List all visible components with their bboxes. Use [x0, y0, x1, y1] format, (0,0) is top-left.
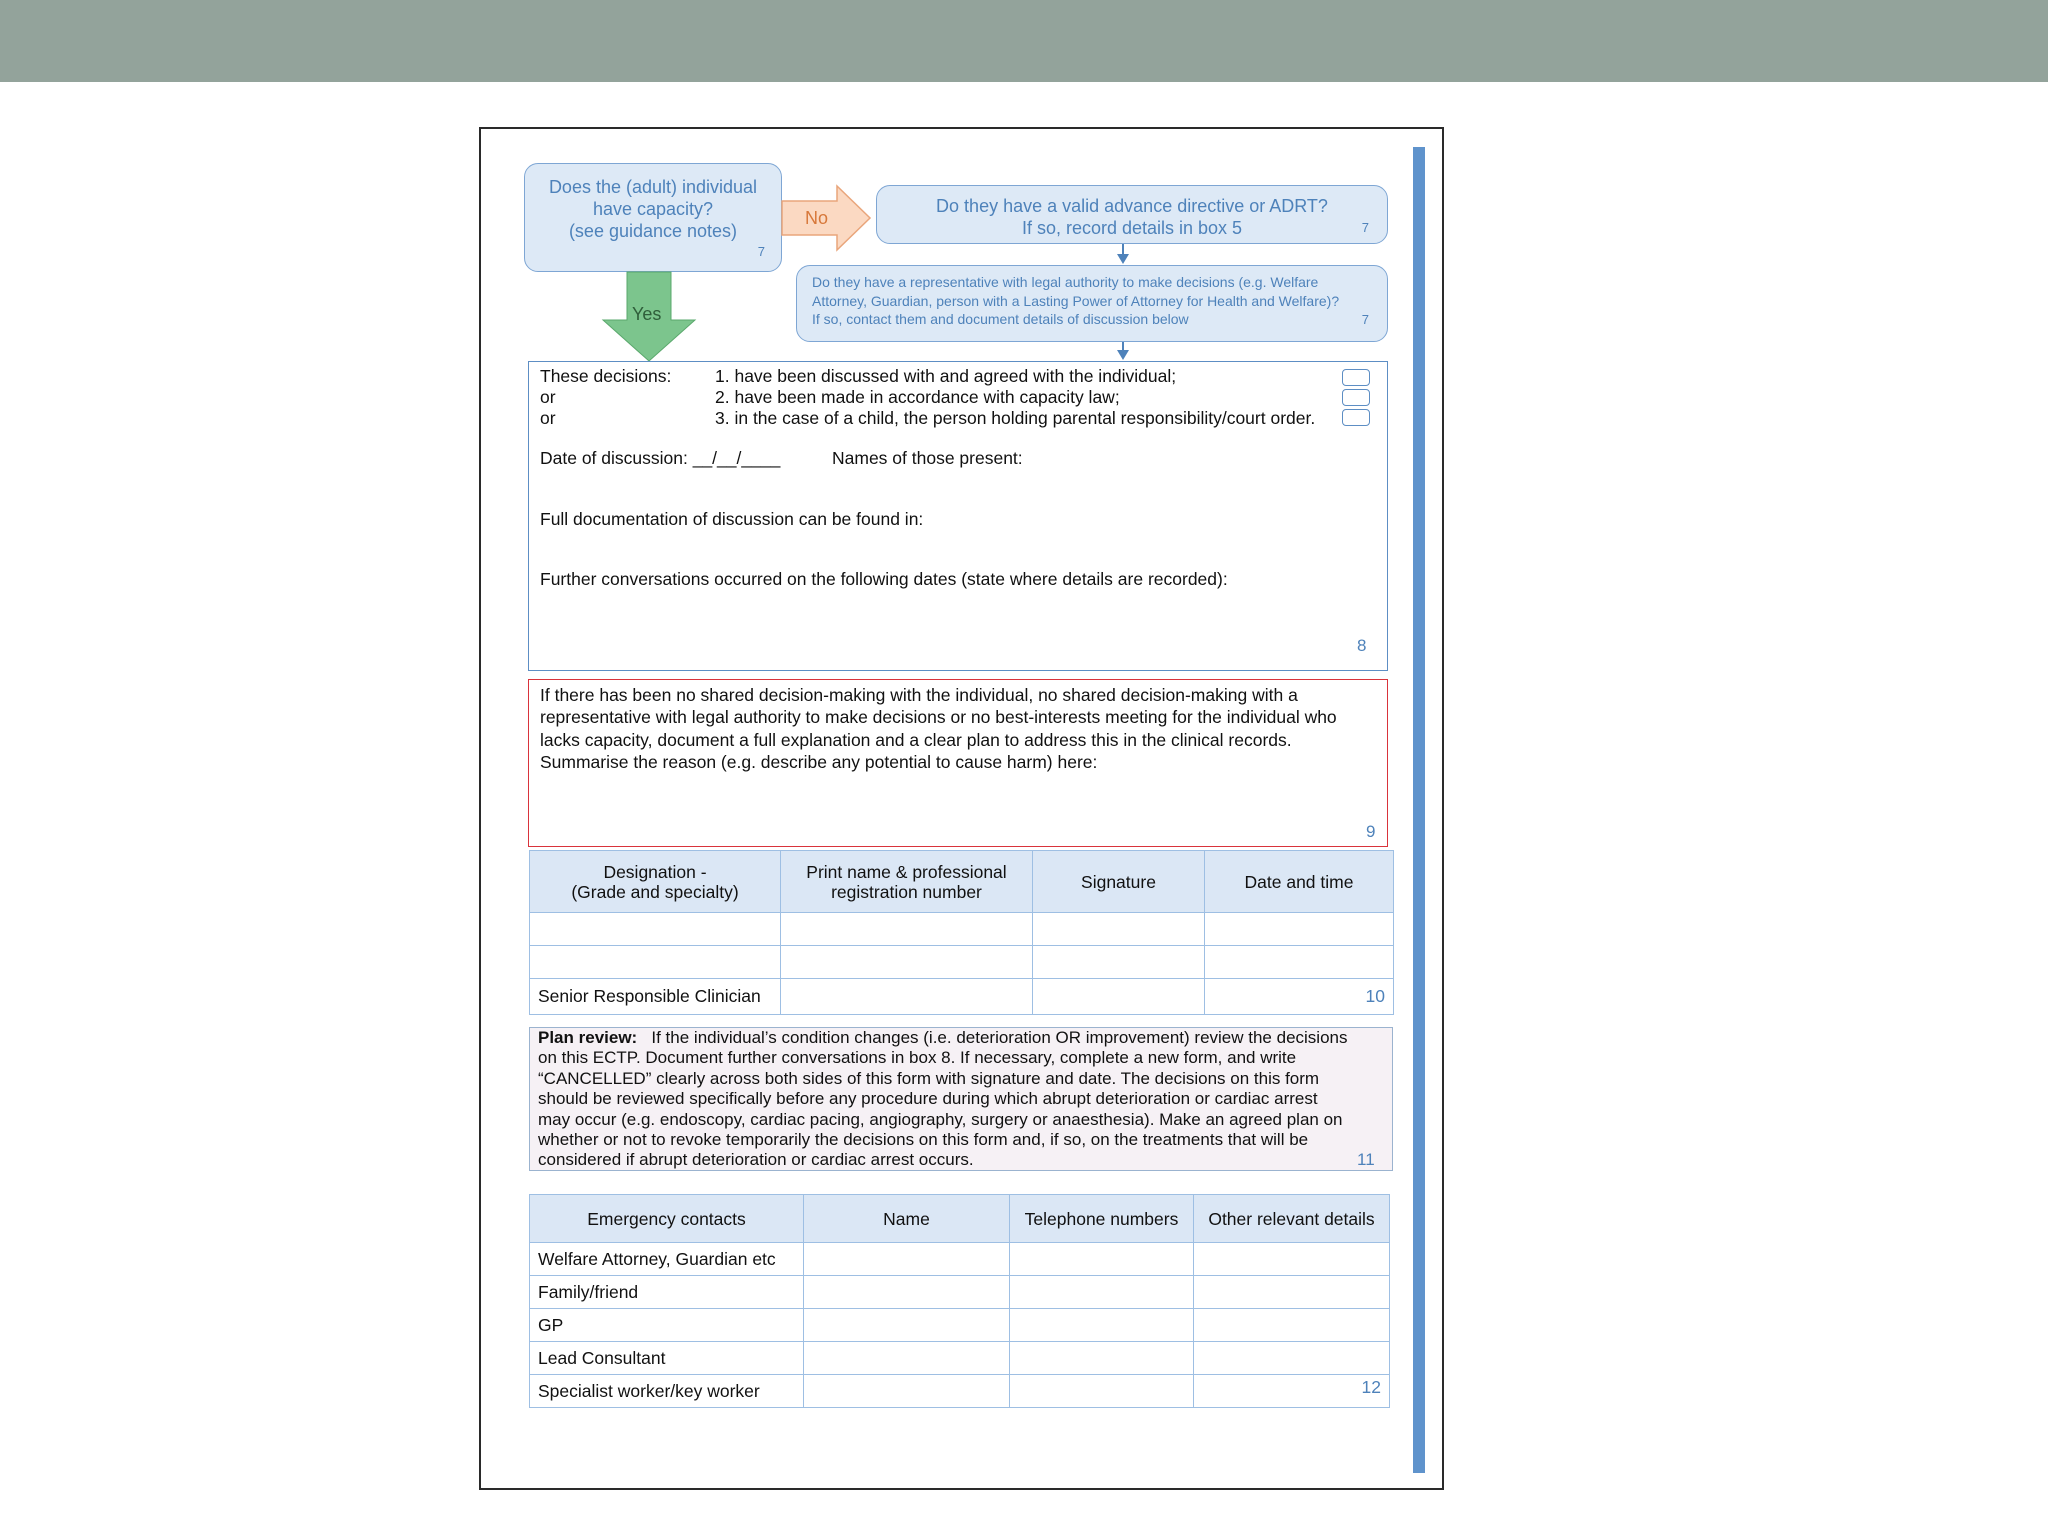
header-line: (Grade and specialty)	[571, 881, 739, 902]
representative-question-box	[796, 265, 1388, 342]
date-of-discussion-field[interactable]: Date of discussion: __/__/____	[540, 448, 781, 468]
text-line: should be reviewed specifically before any procedure during which abrupt deterioration or cardiac arrest	[538, 1089, 1318, 1109]
table-cell[interactable]	[1010, 1243, 1194, 1276]
capacity-question-line: (see guidance notes)	[568, 221, 738, 241]
table-cell[interactable]	[1033, 946, 1205, 979]
text-line: If the individual’s condition changes (i.e. deterioration OR improvement) review the decisions	[651, 1028, 1348, 1047]
box-number: 7	[757, 244, 765, 259]
capacity-question-box	[524, 163, 782, 272]
box-number: 12	[1194, 1375, 1390, 1408]
table-cell[interactable]	[781, 979, 1033, 1015]
table-cell[interactable]	[530, 946, 781, 979]
table-cell[interactable]	[1194, 1309, 1390, 1342]
text-line: considered if abrupt deterioration or cardiac arrest occurs.	[538, 1150, 974, 1170]
decision-checkbox-2[interactable]	[1342, 389, 1370, 406]
table-cell[interactable]	[1205, 946, 1394, 979]
table-row	[530, 1309, 1390, 1342]
decisions-prefix: These decisions:	[540, 366, 672, 386]
table-cell[interactable]	[804, 1309, 1010, 1342]
column-header: Emergency contacts	[530, 1195, 804, 1243]
signatures-table	[529, 850, 1394, 1015]
table-cell[interactable]	[804, 1375, 1010, 1408]
decision-checkbox-1[interactable]	[1342, 369, 1370, 386]
capacity-question-line: have capacity?	[592, 199, 714, 219]
table-row	[530, 1375, 1390, 1408]
emergency-contacts-table	[529, 1194, 1390, 1408]
table-cell[interactable]	[781, 946, 1033, 979]
header-bar	[0, 0, 2048, 82]
representative-question-line: If so, contact them and document details of discussion below	[812, 311, 1189, 327]
header-line: Signature	[1081, 871, 1156, 892]
full-documentation-field[interactable]: Full documentation of discussion can be found in:	[540, 509, 924, 529]
down-arrow-icon	[1116, 244, 1130, 266]
representative-question-line: Do they have a representative with legal authority to make decisions (e.g. Welfare	[812, 274, 1319, 290]
text-line: whether or not to revoke temporarily the decisions on this form and, if so, on the treatments that will be	[538, 1130, 1309, 1150]
text-line: may occur (e.g. endoscopy, cardiac pacing, angiography, surgery or anaesthesia). Make an agreed plan on	[538, 1109, 1343, 1129]
table-cell[interactable]	[1010, 1309, 1194, 1342]
plan-review-text	[538, 1028, 1348, 1171]
table-cell[interactable]	[1010, 1375, 1194, 1408]
column-header: Name	[804, 1195, 1010, 1243]
row-label: Specialist worker/key worker	[530, 1375, 804, 1408]
text-line: If there has been no shared decision-making with the individual, no shared decision-making with a	[540, 685, 1298, 705]
names-present-field[interactable]: Names of those present:	[832, 448, 1023, 468]
row-label: Family/friend	[530, 1276, 804, 1309]
column-header: Telephone numbers	[1010, 1195, 1194, 1243]
decision-checkbox-3[interactable]	[1342, 409, 1370, 426]
decisions-prefix: or	[540, 408, 556, 428]
table-cell[interactable]	[1205, 913, 1394, 946]
table-cell[interactable]	[1033, 913, 1205, 946]
box-number: 8	[1357, 636, 1367, 655]
decision-option: 3. in the case of a child, the person holding parental responsibility/court order.	[715, 408, 1316, 428]
box-number: 7	[1361, 220, 1369, 235]
table-row	[530, 946, 1394, 979]
table-row	[530, 1243, 1390, 1276]
column-header	[781, 851, 1033, 913]
table-cell[interactable]	[1033, 979, 1205, 1015]
table-row	[530, 913, 1394, 946]
table-cell[interactable]	[1194, 1243, 1390, 1276]
adrt-question-line: If so, record details in box 5	[1021, 218, 1243, 238]
header-line: registration number	[831, 881, 982, 902]
table-cell[interactable]	[530, 913, 781, 946]
no-shared-decision-text	[540, 684, 1337, 773]
text-line: on this ECTP. Document further conversations in box 8. If necessary, complete a new form, and write	[538, 1048, 1297, 1068]
row-label: GP	[530, 1309, 804, 1342]
row-label: Senior Responsible Clinician	[530, 979, 781, 1015]
plan-review-title: Plan review:	[538, 1028, 638, 1047]
table-cell[interactable]	[1194, 1342, 1390, 1375]
decisions-prefix: or	[540, 387, 556, 407]
column-header	[530, 851, 781, 913]
box-number: 9	[1366, 822, 1376, 841]
table-cell[interactable]	[804, 1243, 1010, 1276]
box-number: 10	[1205, 979, 1394, 1015]
text-line: representative with legal authority to make decisions or no best-interests meeting for the individual who	[540, 707, 1337, 728]
header-line: Print name & professional	[806, 861, 1007, 882]
column-header: Other relevant details	[1194, 1195, 1390, 1243]
table-row	[530, 979, 1394, 1015]
decision-option: 2. have been made in accordance with capacity law;	[715, 387, 1120, 407]
column-header	[1205, 851, 1394, 913]
table-cell[interactable]	[804, 1342, 1010, 1375]
table-cell[interactable]	[1010, 1342, 1194, 1375]
table-cell[interactable]	[804, 1276, 1010, 1309]
no-label: No	[805, 208, 829, 228]
box-number: 7	[1361, 312, 1369, 327]
table-cell[interactable]	[1010, 1276, 1194, 1309]
text-line: lacks capacity, document a full explanation and a clear plan to address this in the clinical records.	[540, 729, 1292, 750]
text-line: “CANCELLED” clearly across both sides of this form with signature and date. The decisions on this form	[538, 1068, 1320, 1088]
page-edge-rule	[1413, 147, 1425, 1473]
table-row	[530, 1342, 1390, 1375]
header-line: Designation -	[603, 861, 707, 882]
down-arrow-icon	[1116, 342, 1130, 362]
row-label: Lead Consultant	[530, 1342, 804, 1375]
table-cell[interactable]	[781, 913, 1033, 946]
capacity-question-line: Does the (adult) individual	[548, 177, 758, 197]
header-line: Date and time	[1244, 871, 1354, 892]
decision-option: 1. have been discussed with and agreed with the individual;	[715, 366, 1177, 386]
representative-question-line: Attorney, Guardian, person with a Lasting Power of Attorney for Health and Welfare)?	[812, 292, 1340, 309]
column-header	[1033, 851, 1205, 913]
adrt-question-line: Do they have a valid advance directive or ADRT?	[936, 196, 1328, 216]
adrt-question-box	[876, 185, 1388, 244]
further-conversations-field[interactable]: Further conversations occurred on the following dates (state where details are recorded):	[540, 569, 1228, 589]
table-row	[530, 1276, 1390, 1309]
box-number: 11	[1357, 1150, 1375, 1169]
yes-label: Yes	[632, 304, 662, 324]
text-line: Summarise the reason (e.g. describe any potential to cause harm) here:	[540, 751, 1098, 772]
row-label: Welfare Attorney, Guardian etc	[530, 1243, 804, 1276]
table-cell[interactable]	[1194, 1276, 1390, 1309]
